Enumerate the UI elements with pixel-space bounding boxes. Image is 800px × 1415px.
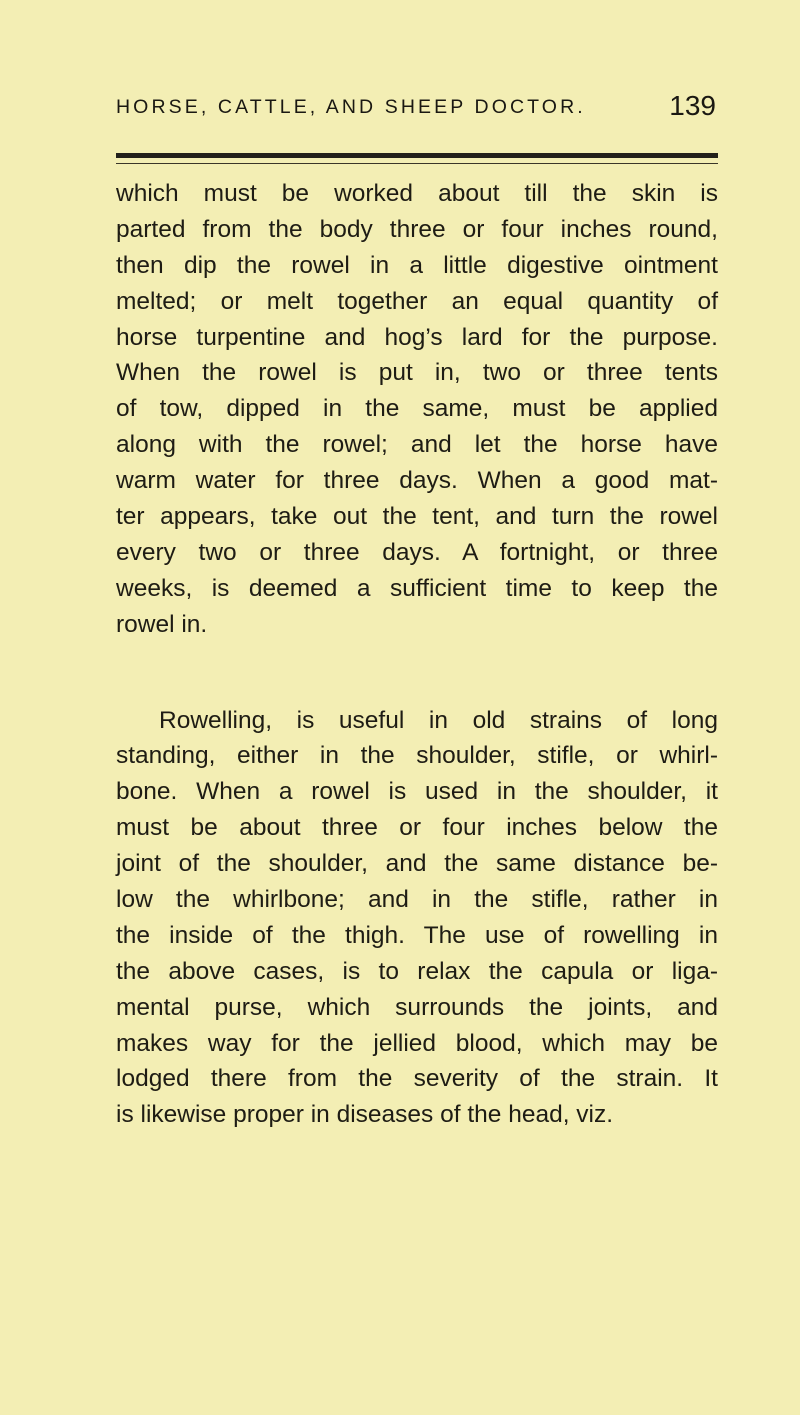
text-line: the above cases, is to relax the capula or liga- xyxy=(116,957,718,985)
text-line: of tow, dipped in the same, must be applied xyxy=(116,395,718,423)
text-line: mental purse, which surrounds the joints, and xyxy=(116,993,718,1021)
text-line: horse turpentine and hog’s lard for the purpose. xyxy=(116,323,718,351)
text-line: then dip the rowel in a little digestive ointment xyxy=(116,251,718,279)
text-line: along with the rowel; and let the horse have xyxy=(116,431,718,459)
text-line: standing, either in the shoulder, stifle, or whirl- xyxy=(116,742,718,770)
text-line: rowel in. xyxy=(116,610,208,638)
text-line: makes way for the jellied blood, which may be xyxy=(116,1029,718,1057)
text-line: bone. When a rowel is used in the shoulder, it xyxy=(116,778,718,806)
text-line: melted; or melt together an equal quantity of xyxy=(116,287,718,315)
text-line: which must be worked about till the skin is xyxy=(116,180,718,207)
text-line: lodged there from the severity of the strain. It xyxy=(116,1065,718,1093)
text-line: joint of the shoulder, and the same distance be- xyxy=(116,850,718,878)
text-line: the inside of the thigh. The use of rowelling in xyxy=(116,921,718,949)
text-line: warm water for three days. When a good mat- xyxy=(116,467,718,495)
text-line: ter appears, take out the tent, and turn the rowel xyxy=(116,503,718,531)
running-title: HORSE, CATTLE, AND SHEEP DOCTOR. xyxy=(116,96,586,118)
header-rule-thin xyxy=(116,163,718,164)
header-rule-thick xyxy=(116,153,718,158)
text-line: Rowelling, is useful in old strains of long xyxy=(159,706,718,734)
text-line: is likewise proper in diseases of the head, viz. xyxy=(116,1101,614,1129)
paragraph-2 xyxy=(116,703,718,1134)
text-body xyxy=(116,176,718,1133)
text-line: parted from the body three or four inches round, xyxy=(116,215,718,243)
text-line: low the whirlbone; and in the stifle, rather in xyxy=(116,886,718,914)
paragraph-1 xyxy=(116,176,718,643)
page-number: 139 xyxy=(669,90,716,121)
paragraph-gap xyxy=(116,643,718,703)
text-line: must be about three or four inches below the xyxy=(116,814,718,842)
running-head xyxy=(116,90,716,134)
text-line: weeks, is deemed a sufficient time to keep the xyxy=(116,574,718,602)
text-line: every two or three days. A fortnight, or three xyxy=(116,538,718,566)
text-line: When the rowel is put in, two or three tents xyxy=(116,359,718,387)
